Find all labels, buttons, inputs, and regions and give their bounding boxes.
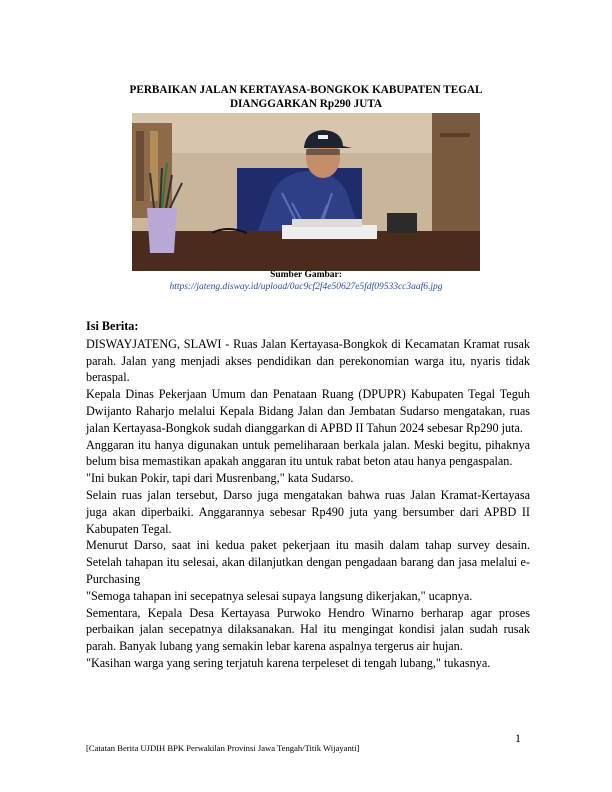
title-line-2: DIANGGARKAN Rp290 JUTA xyxy=(229,97,383,110)
page-number: 1 xyxy=(515,731,521,745)
paragraph: Sementara, Kepala Desa Kertayasa Purwoko Hendro Winarno berharap agar proses perbaikan jalan secepatnya dilaksanakan. Hal itu mengingat kondisi jalan sudah rusak parah. Banyak lubang yang semakin lebar karena aspalnya tergerus air hujan. xyxy=(86,605,530,654)
paragraph: Anggaran itu hanya digunakan untuk pemeliharaan berkala jalan. Meski begitu, pihaknya belum bisa memastikan apakah anggaran itu untuk rabat beton atau hanya pengaspalan. xyxy=(86,437,530,469)
footer-note: [Catatan Berita UJDIH BPK Perwakilan Provinsi Jawa Tengah/Titik Wijayanti] xyxy=(86,743,360,753)
image-caption-label: Sumber Gambar: xyxy=(270,270,342,280)
photo-papers xyxy=(282,225,377,239)
title-line-1: PERBAIKAN JALAN KERTAYASA-BONGKOK KABUPATEN TEGAL xyxy=(129,84,483,96)
paragraph: DISWAYJATENG, SLAWI - Ruas Jalan Kertayasa-Bongkok di Kecamatan Kramat rusak parah. Jalan yang menjadi akses pendidikan dan perekonomian warga itu, nyaris tidak beraspal. xyxy=(86,336,530,385)
photo-pen-cup xyxy=(147,208,177,253)
article-title xyxy=(90,84,522,111)
image-caption-url[interactable]: https://jateng.disway.id/upload/0ac9cf2f4e50627e5fdf09533cc3aaf6.jpg xyxy=(169,282,443,292)
section-heading: Isi Berita: xyxy=(86,319,139,333)
photo-desk-tray xyxy=(387,213,417,233)
paragraph: Menurut Darso, saat ini kedua paket pekerjaan itu masih dalam tahap survey desain. Setelah tahapan itu selesai, akan dilanjutkan dengan pengadaan barang dan jasa melalui e-Purchasing xyxy=(86,538,530,586)
paragraph: Kepala Dinas Pekerjaan Umum dan Penataan Ruang (DPUPR) Kabupaten Tegal Teguh Dwijanto Raharjo melalui Kepala Bidang Jalan dan Jembatan Sudarso mengatakan, ruas jalan Kertayasa-Bongkok sudah dianggarkan di APBD II Tahun 2024 sebesar Rp290 juta. xyxy=(86,387,530,435)
paragraph: "Semoga tahapan ini secepatnya selesai supaya langsung dikerjakan," ucapnya. xyxy=(86,588,473,603)
article-body xyxy=(86,318,530,672)
news-photo xyxy=(132,113,480,271)
news-photo-illustration xyxy=(132,113,480,271)
paragraph: Selain ruas jalan tersebut, Darso juga mengatakan bahwa ruas Jalan Kramat-Kertayasa juga akan diperbaiki. Anggarannya sebesar Rp490 juta yang bersumber dari APBD II Kabupaten Tegal. xyxy=(86,487,530,536)
paragraph: "Ini bukan Pokir, tapi dari Musrenbang," kata Sudarso. xyxy=(86,471,354,486)
paragraph: "Kasihan warga yang sering terjatuh karena terpeleset di tengah lubang," tukasnya. xyxy=(86,655,491,670)
photo-glasses xyxy=(306,149,340,155)
